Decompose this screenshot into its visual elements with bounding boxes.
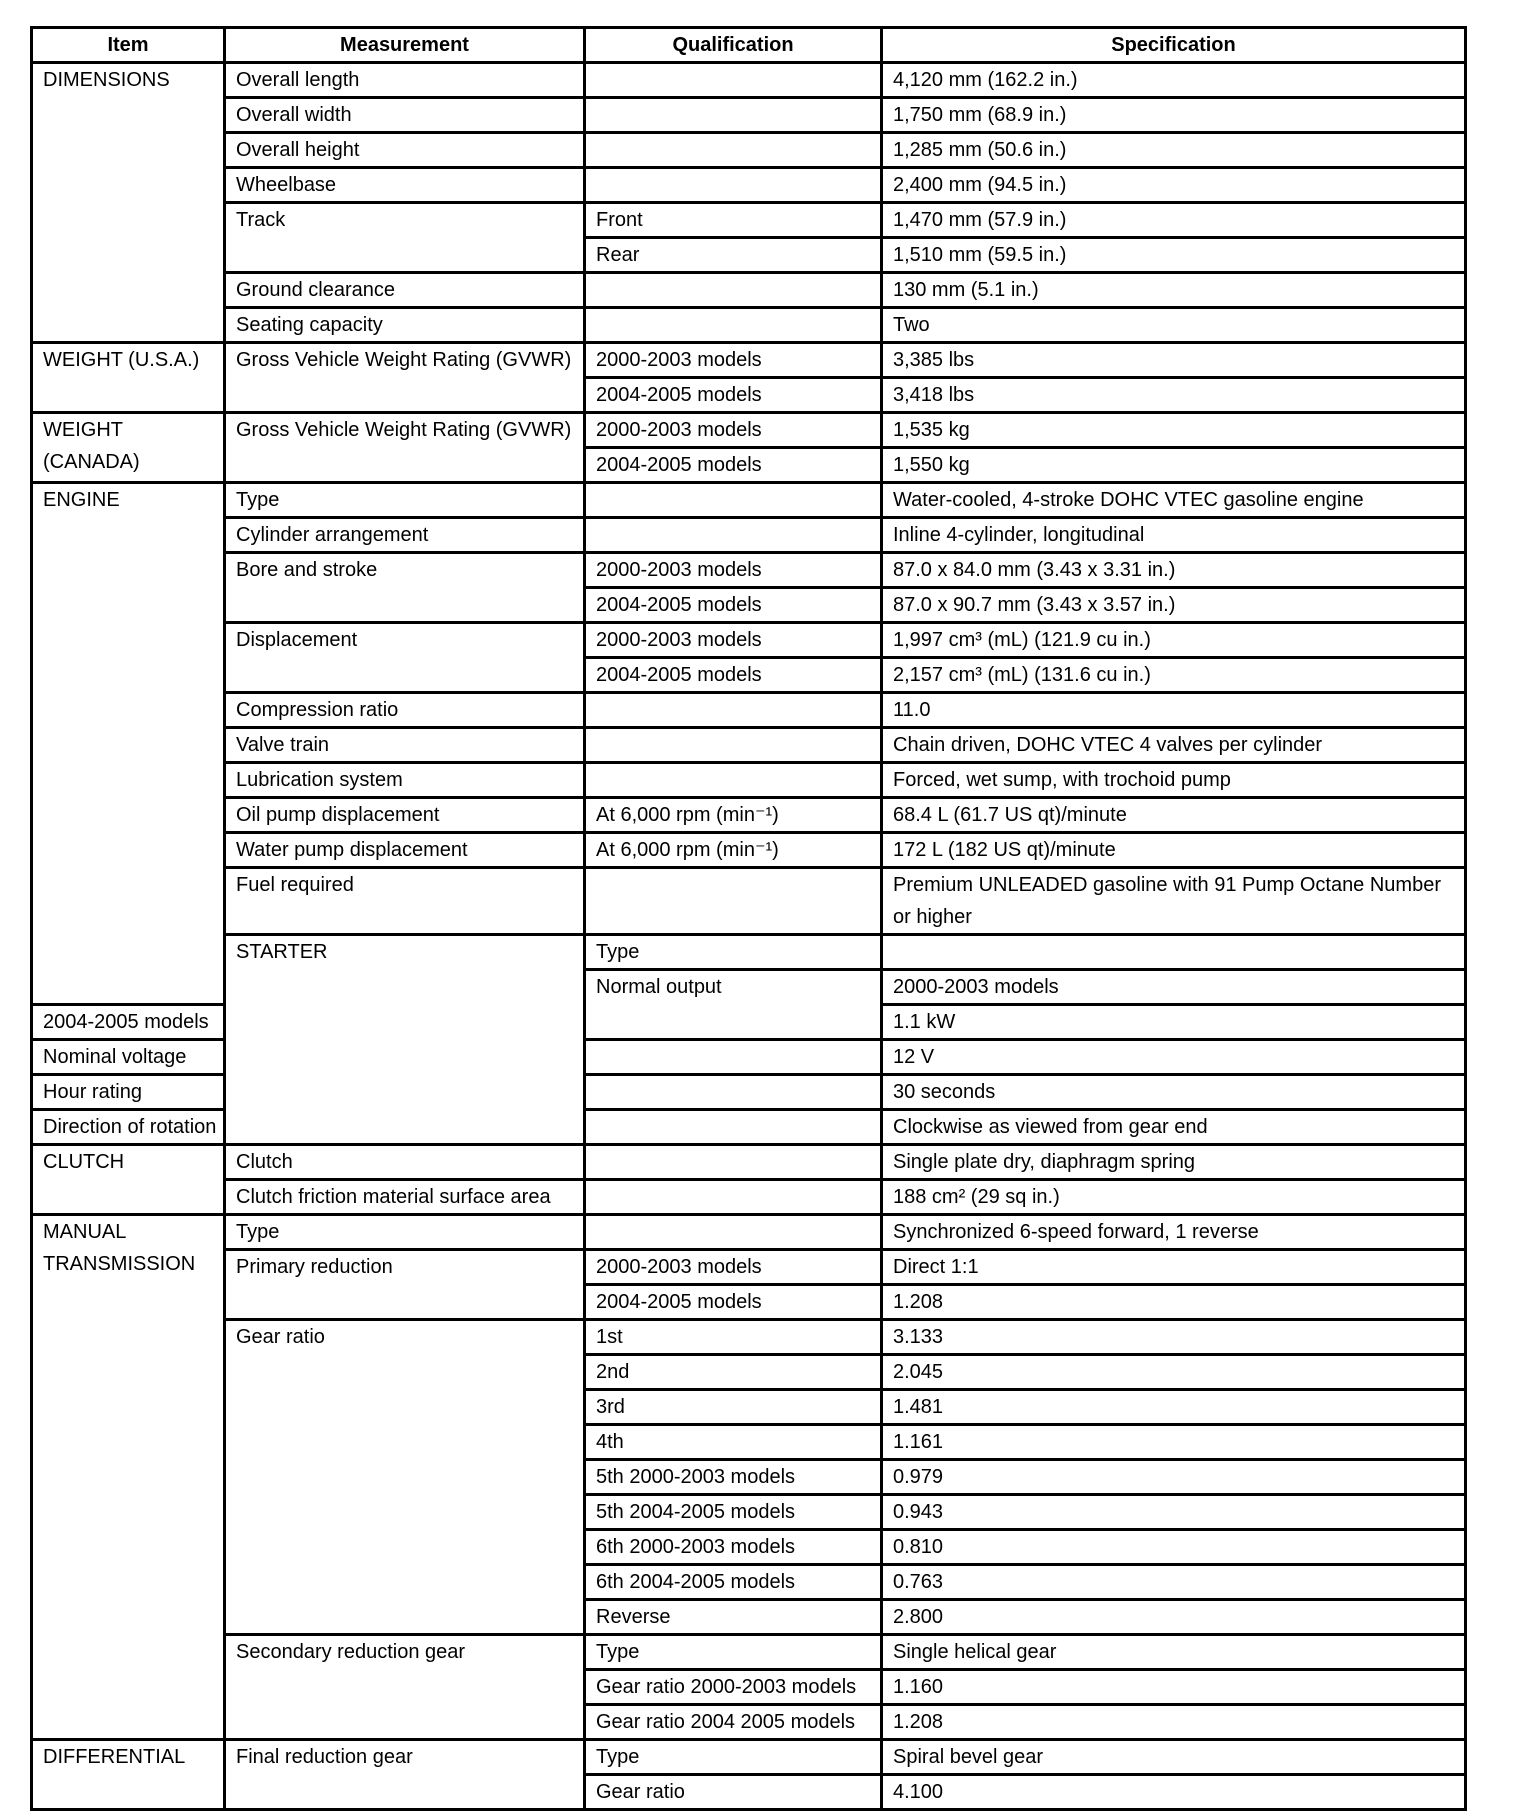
qualification-cell: 2000-2003 models [585, 343, 882, 378]
qualification-cell: Type [585, 1740, 882, 1775]
measurement-cell: Normal output [585, 970, 882, 1040]
specification-cell: 1,535 kg [882, 413, 1466, 448]
qualification-cell: Gear ratio 2004 2005 models [585, 1705, 882, 1740]
specification-cell: 3.133 [882, 1320, 1466, 1355]
specification-cell: 2,400 mm (94.5 in.) [882, 168, 1466, 203]
specification-cell: 87.0 x 90.7 mm (3.43 x 3.57 in.) [882, 588, 1466, 623]
qualification-cell: 5th 2000-2003 models [585, 1460, 882, 1495]
header-qualification: Qualification [585, 28, 882, 63]
specification-cell: 1.160 [882, 1670, 1466, 1705]
measurement-cell: Overall length [225, 63, 585, 98]
qualification-cell [585, 63, 882, 98]
measurement-cell: Gross Vehicle Weight Rating (GVWR) [225, 413, 585, 483]
qualification-cell: 6th 2000-2003 models [585, 1530, 882, 1565]
measurement-cell: Type [585, 935, 882, 970]
measurement-cell: Nominal voltage [32, 1040, 225, 1075]
qualification-cell: Gear ratio 2000-2003 models [585, 1670, 882, 1705]
table-row [32, 413, 1466, 448]
measurement-cell: Track [225, 203, 585, 273]
table-row [32, 693, 1466, 728]
table-row [32, 798, 1466, 833]
table-row [32, 98, 1466, 133]
qualification-cell [585, 133, 882, 168]
qualification-cell [585, 308, 882, 343]
table-row [32, 1180, 1466, 1215]
measurement-cell: Direction of rotation [32, 1110, 225, 1145]
qualification-cell [585, 763, 882, 798]
specification-cell: 12 V [882, 1040, 1466, 1075]
item-differential: DIFFERENTIAL [32, 1740, 225, 1810]
specification-cell: 1.481 [882, 1390, 1466, 1425]
specification-cell: 30 seconds [882, 1075, 1466, 1110]
table-row [32, 833, 1466, 868]
qualification-cell [585, 1075, 882, 1110]
specification-cell: Clockwise as viewed from gear end [882, 1110, 1466, 1145]
measurement-cell: Wheelbase [225, 168, 585, 203]
measurement-cell: Lubrication system [225, 763, 585, 798]
specification-cell: 0.943 [882, 1495, 1466, 1530]
qualification-cell: Reverse [585, 1600, 882, 1635]
qualification-cell [585, 693, 882, 728]
measurement-cell: Clutch [225, 1145, 585, 1180]
item-manual-transmission: MANUAL TRANSMISSION [32, 1215, 225, 1740]
header-measurement: Measurement [225, 28, 585, 63]
qualification-cell: At 6,000 rpm (min⁻¹) [585, 833, 882, 868]
measurement-cell: Displacement [225, 623, 585, 693]
specification-cell: 4.100 [882, 1775, 1466, 1810]
qualification-cell: 6th 2004-2005 models [585, 1565, 882, 1600]
qualification-cell [585, 1180, 882, 1215]
qualification-cell [585, 868, 882, 935]
specification-cell: 1.208 [882, 1705, 1466, 1740]
specification-cell: 188 cm² (29 sq in.) [882, 1180, 1466, 1215]
specifications-table [30, 26, 1467, 1811]
qualification-cell [585, 1110, 882, 1145]
table-row [32, 483, 1466, 518]
measurement-cell: Overall height [225, 133, 585, 168]
specification-cell: Single helical gear [882, 1635, 1466, 1670]
item-weight-usa: WEIGHT (U.S.A.) [32, 343, 225, 413]
measurement-cell: Hour rating [32, 1075, 225, 1110]
qualification-cell: Gear ratio [585, 1775, 882, 1810]
specification-cell: 1.161 [882, 1425, 1466, 1460]
specification-cell: Spiral bevel gear [882, 1740, 1466, 1775]
measurement-cell: Type [225, 483, 585, 518]
table-row [32, 343, 1466, 378]
measurement-cell: Final reduction gear [225, 1740, 585, 1810]
specification-cell: Single plate dry, diaphragm spring [882, 1145, 1466, 1180]
specification-cell: 1,285 mm (50.6 in.) [882, 133, 1466, 168]
table-row [32, 203, 1466, 238]
qualification-cell: 2004-2005 models [585, 378, 882, 413]
qualification-cell [585, 1040, 882, 1075]
qualification-cell: 2000-2003 models [585, 413, 882, 448]
specification-cell: 130 mm (5.1 in.) [882, 273, 1466, 308]
specification-cell: Synchronized 6-speed forward, 1 reverse [882, 1215, 1466, 1250]
qualification-cell: 5th 2004-2005 models [585, 1495, 882, 1530]
qualification-cell [585, 98, 882, 133]
specification-cell: Water-cooled, 4-stroke DOHC VTEC gasoline engine [882, 483, 1466, 518]
qualification-cell [585, 518, 882, 553]
item-dimensions: DIMENSIONS [32, 63, 225, 343]
qualification-cell: 4th [585, 1425, 882, 1460]
qualification-cell: 2000-2003 models [585, 553, 882, 588]
table-row [32, 1145, 1466, 1180]
table-row [32, 63, 1466, 98]
measurement-cell: Primary reduction [225, 1250, 585, 1320]
qualification-cell: 2nd [585, 1355, 882, 1390]
qualification-cell [585, 728, 882, 763]
measurement-cell: Type [225, 1215, 585, 1250]
qualification-cell: 2000-2003 models [585, 623, 882, 658]
table-row [32, 518, 1466, 553]
measurement-cell: Bore and stroke [225, 553, 585, 623]
table-row [32, 763, 1466, 798]
table-row [32, 273, 1466, 308]
specification-cell: Inline 4-cylinder, longitudinal [882, 518, 1466, 553]
specification-cell: 4,120 mm (162.2 in.) [882, 63, 1466, 98]
specification-cell: 87.0 x 84.0 mm (3.43 x 3.31 in.) [882, 553, 1466, 588]
table-row [32, 1320, 1466, 1355]
specification-cell: 1,750 mm (68.9 in.) [882, 98, 1466, 133]
item-starter: STARTER [225, 935, 585, 1145]
table-row [32, 1250, 1466, 1285]
specification-cell: Forced, wet sump, with trochoid pump [882, 763, 1466, 798]
table-row [32, 133, 1466, 168]
header-item: Item [32, 28, 225, 63]
specification-cell: Chain driven, DOHC VTEC 4 valves per cylinder [882, 728, 1466, 763]
qualification-cell: Front [585, 203, 882, 238]
qualification-cell: 2004-2005 models [585, 658, 882, 693]
item-engine: ENGINE [32, 483, 225, 1005]
specification-cell: 2.045 [882, 1355, 1466, 1390]
table-row [32, 553, 1466, 588]
measurement-cell: Gear ratio [225, 1320, 585, 1635]
qualification-cell: Type [585, 1635, 882, 1670]
specification-cell: Premium UNLEADED gasoline with 91 Pump Octane Number or higher [882, 868, 1466, 935]
qualification-cell: Rear [585, 238, 882, 273]
qualification-cell [882, 935, 1466, 970]
specification-cell: Two [882, 308, 1466, 343]
table-row [32, 1635, 1466, 1670]
measurement-cell: Water pump displacement [225, 833, 585, 868]
table-row [32, 868, 1466, 935]
measurement-cell: Compression ratio [225, 693, 585, 728]
table-row [32, 1740, 1466, 1775]
qualification-cell: 2004-2005 models [585, 448, 882, 483]
qualification-cell [585, 1145, 882, 1180]
table-row [32, 1215, 1466, 1250]
qualification-cell: At 6,000 rpm (min⁻¹) [585, 798, 882, 833]
measurement-cell: Clutch friction material surface area [225, 1180, 585, 1215]
measurement-cell: Gross Vehicle Weight Rating (GVWR) [225, 343, 585, 413]
measurement-cell: Seating capacity [225, 308, 585, 343]
qualification-cell: 1st [585, 1320, 882, 1355]
specification-cell: 2,157 cm³ (mL) (131.6 cu in.) [882, 658, 1466, 693]
specification-cell: 1,470 mm (57.9 in.) [882, 203, 1466, 238]
specification-cell: 1,550 kg [882, 448, 1466, 483]
measurement-cell: Valve train [225, 728, 585, 763]
item-weight-canada: WEIGHT (CANADA) [32, 413, 225, 483]
specification-cell: 0.810 [882, 1530, 1466, 1565]
table-row [32, 308, 1466, 343]
table-row [32, 728, 1466, 763]
specification-cell: 1.208 [882, 1285, 1466, 1320]
qualification-cell [585, 168, 882, 203]
specification-cell: 0.763 [882, 1565, 1466, 1600]
measurement-cell: Cylinder arrangement [225, 518, 585, 553]
measurement-cell: Oil pump displacement [225, 798, 585, 833]
table-row [32, 168, 1466, 203]
measurement-cell: Ground clearance [225, 273, 585, 308]
specification-cell: 3,385 lbs [882, 343, 1466, 378]
specification-cell: 1,997 cm³ (mL) (121.9 cu in.) [882, 623, 1466, 658]
qualification-cell: 2004-2005 models [32, 1005, 225, 1040]
qualification-cell [585, 1215, 882, 1250]
header-specification: Specification [882, 28, 1466, 63]
specification-cell: 0.979 [882, 1460, 1466, 1495]
specification-cell: 3,418 lbs [882, 378, 1466, 413]
measurement-cell: Secondary reduction gear [225, 1635, 585, 1740]
qualification-cell [585, 483, 882, 518]
qualification-cell: 2000-2003 models [882, 970, 1466, 1005]
specification-cell: 1,510 mm (59.5 in.) [882, 238, 1466, 273]
specification-cell: 11.0 [882, 693, 1466, 728]
qualification-cell: 2004-2005 models [585, 1285, 882, 1320]
measurement-cell: Overall width [225, 98, 585, 133]
table-row [32, 935, 1466, 970]
qualification-cell: 2000-2003 models [585, 1250, 882, 1285]
specification-cell: Direct 1:1 [882, 1250, 1466, 1285]
specification-cell: 1.1 kW [882, 1005, 1466, 1040]
specification-cell: 172 L (182 US qt)/minute [882, 833, 1466, 868]
qualification-cell [585, 273, 882, 308]
specification-cell: 68.4 L (61.7 US qt)/minute [882, 798, 1466, 833]
qualification-cell: 2004-2005 models [585, 588, 882, 623]
item-clutch: CLUTCH [32, 1145, 225, 1215]
header-row [32, 28, 1466, 63]
specification-cell: 2.800 [882, 1600, 1466, 1635]
measurement-cell: Fuel required [225, 868, 585, 935]
qualification-cell: 3rd [585, 1390, 882, 1425]
table-row [32, 623, 1466, 658]
